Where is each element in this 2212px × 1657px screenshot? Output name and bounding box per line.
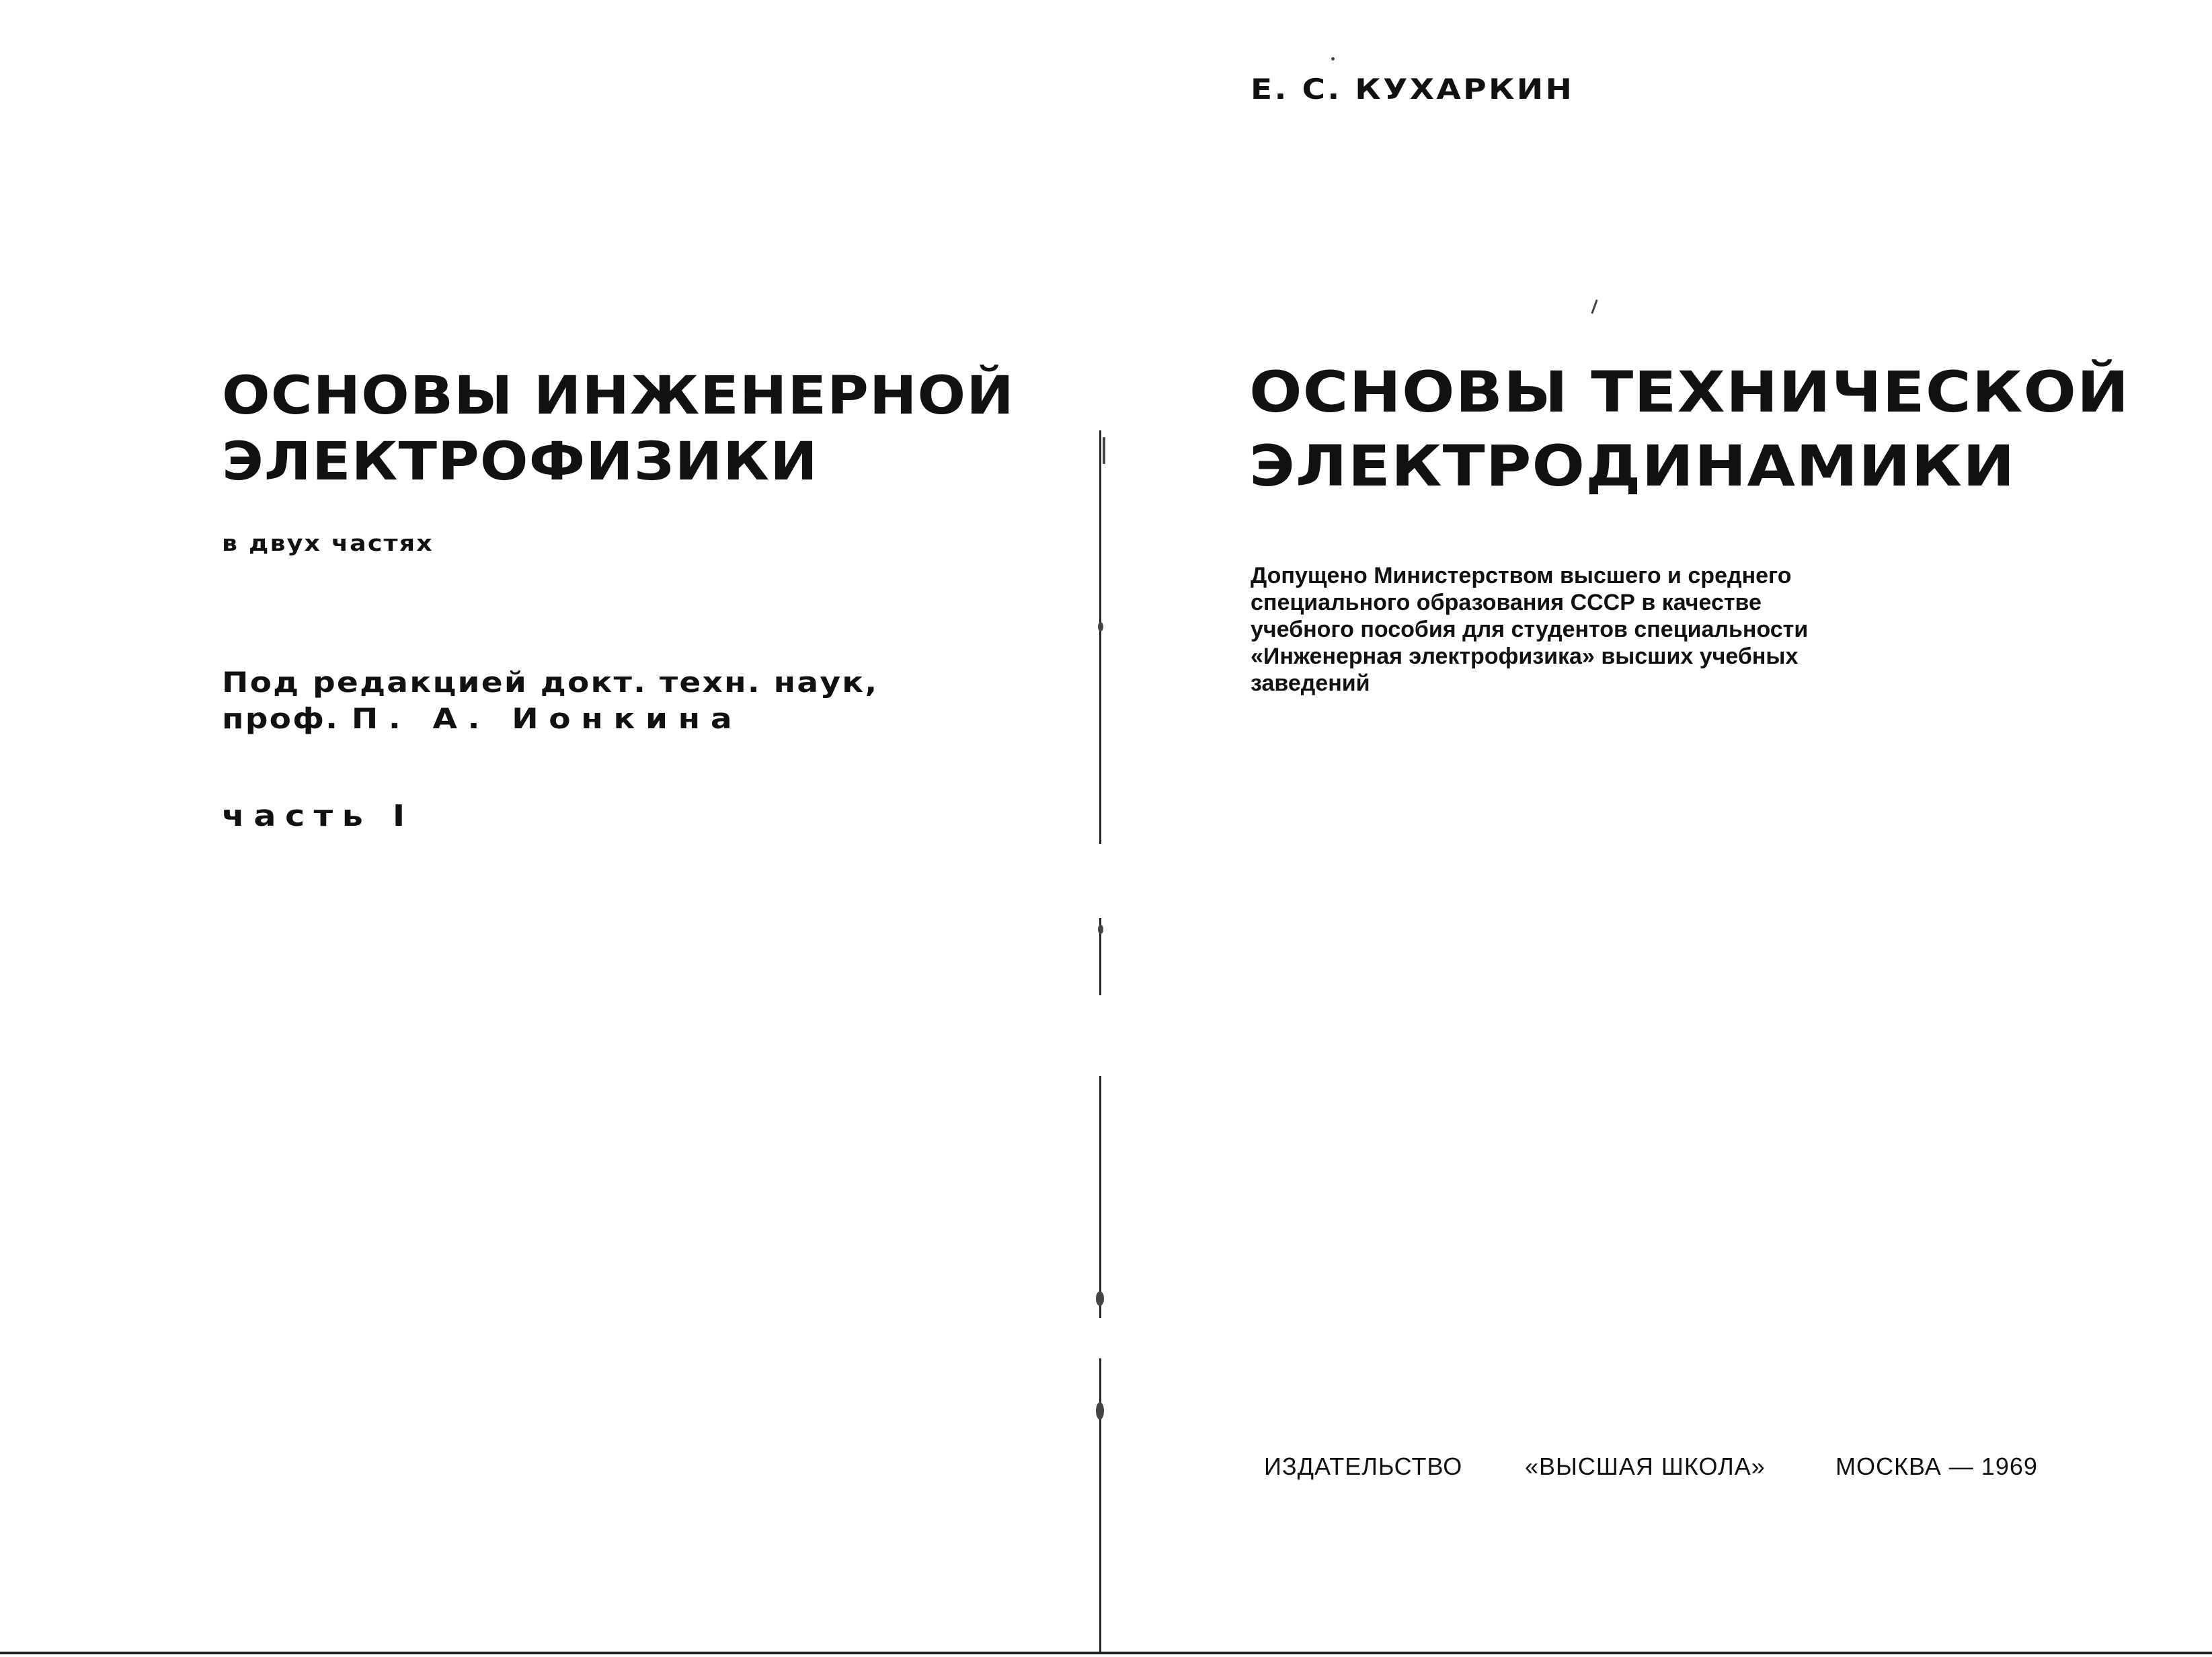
- right-page: [1103, 0, 2212, 1657]
- approval-line: специального образования СССР в качестве: [1251, 590, 1762, 615]
- approval-line: Допущено Министерством высшего и среднего: [1251, 563, 1792, 588]
- series-title-line1: ОСНОВЫ ИНЖЕНЕРНОЙ: [222, 366, 1015, 426]
- series-title-line2: ЭЛЕКТРОФИЗИКИ: [222, 432, 818, 492]
- place-and-year: МОСКВА — 1969: [1835, 1453, 2038, 1480]
- approval-notice: [1251, 562, 1856, 697]
- approval-line: учебного пособия для студентов специальности: [1251, 617, 1809, 642]
- publisher-name: «ВЫСШАЯ ШКОЛА»: [1525, 1453, 1766, 1480]
- editor-credit: [222, 664, 879, 737]
- part-label: часть I: [222, 799, 414, 833]
- editor-name: П. А. Ионкина: [351, 702, 743, 735]
- scan-bottom-edge: [0, 1652, 2212, 1654]
- left-page: [0, 0, 1096, 1657]
- book-title: [1249, 355, 2211, 503]
- editor-line2: [222, 701, 879, 737]
- series-parts-note: в двух частях: [222, 530, 434, 556]
- editor-title: проф.: [222, 702, 340, 735]
- approval-line: заведений: [1251, 670, 1370, 696]
- approval-line: «Инженерная электрофизика» высших учебных: [1251, 644, 1799, 669]
- book-title-line1: ОСНОВЫ ТЕХНИЧЕСКОЙ: [1249, 359, 2130, 425]
- author-name: Е. С. КУХАРКИН: [1251, 73, 1575, 106]
- series-title: [222, 363, 1021, 495]
- publisher-label: ИЗДАТЕЛЬСТВО: [1264, 1453, 1463, 1480]
- book-title-line2: ЭЛЕКТРОДИНАМИКИ: [1249, 433, 2016, 499]
- editor-line1: Под редакцией докт. техн. наук,: [222, 666, 879, 699]
